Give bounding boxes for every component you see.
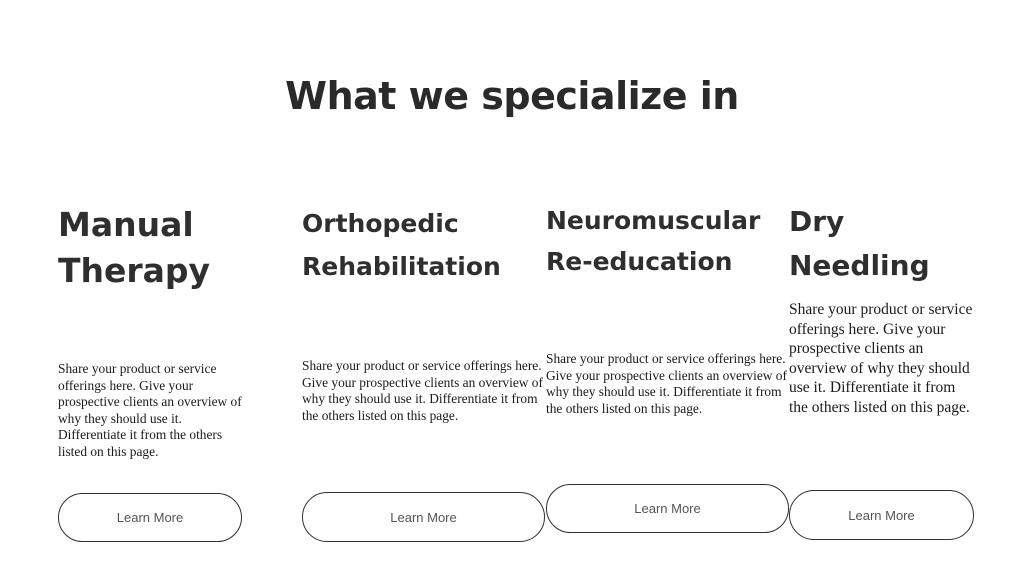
learn-more-button[interactable]: Learn More [789,490,974,540]
service-title-line2: Rehabilitation [302,252,501,281]
section-title: What we specialize in [285,74,739,118]
service-title-line1: Neuromuscular [546,206,761,235]
service-description: Share your product or service offerings here. Give your prospective clients an overview of why they should use it. Differentiate it from the others listed on this page. [546,351,787,416]
service-title-line1: Dry Needling [789,205,930,282]
service-title [302,202,546,288]
service-description: Share your product or service offerings here. Give your prospective clients an overview of why they should use it. Differentiate it from the others listed on this page. [789,301,973,416]
learn-more-button[interactable]: Learn More [546,484,789,533]
learn-more-button[interactable]: Learn More [302,492,545,542]
service-title-line1: Orthopedic [302,209,459,238]
learn-more-button[interactable]: Learn More [58,493,242,542]
service-title-line1: Manual [58,205,194,244]
service-title [789,200,989,288]
service-description: Share your product or service offerings here. Give your prospective clients an overview of why they should use it. Differentiate it from the others listed on this page. [302,358,543,423]
service-description: Share your product or service offerings here. Give your prospective clients an overview of why they should use it. Differentiate it from the others listed on this page. [58,361,242,459]
service-title [546,200,790,282]
service-title-line2: Re-education [546,247,733,276]
service-title [58,202,258,294]
service-title-line2: Therapy [58,251,211,290]
